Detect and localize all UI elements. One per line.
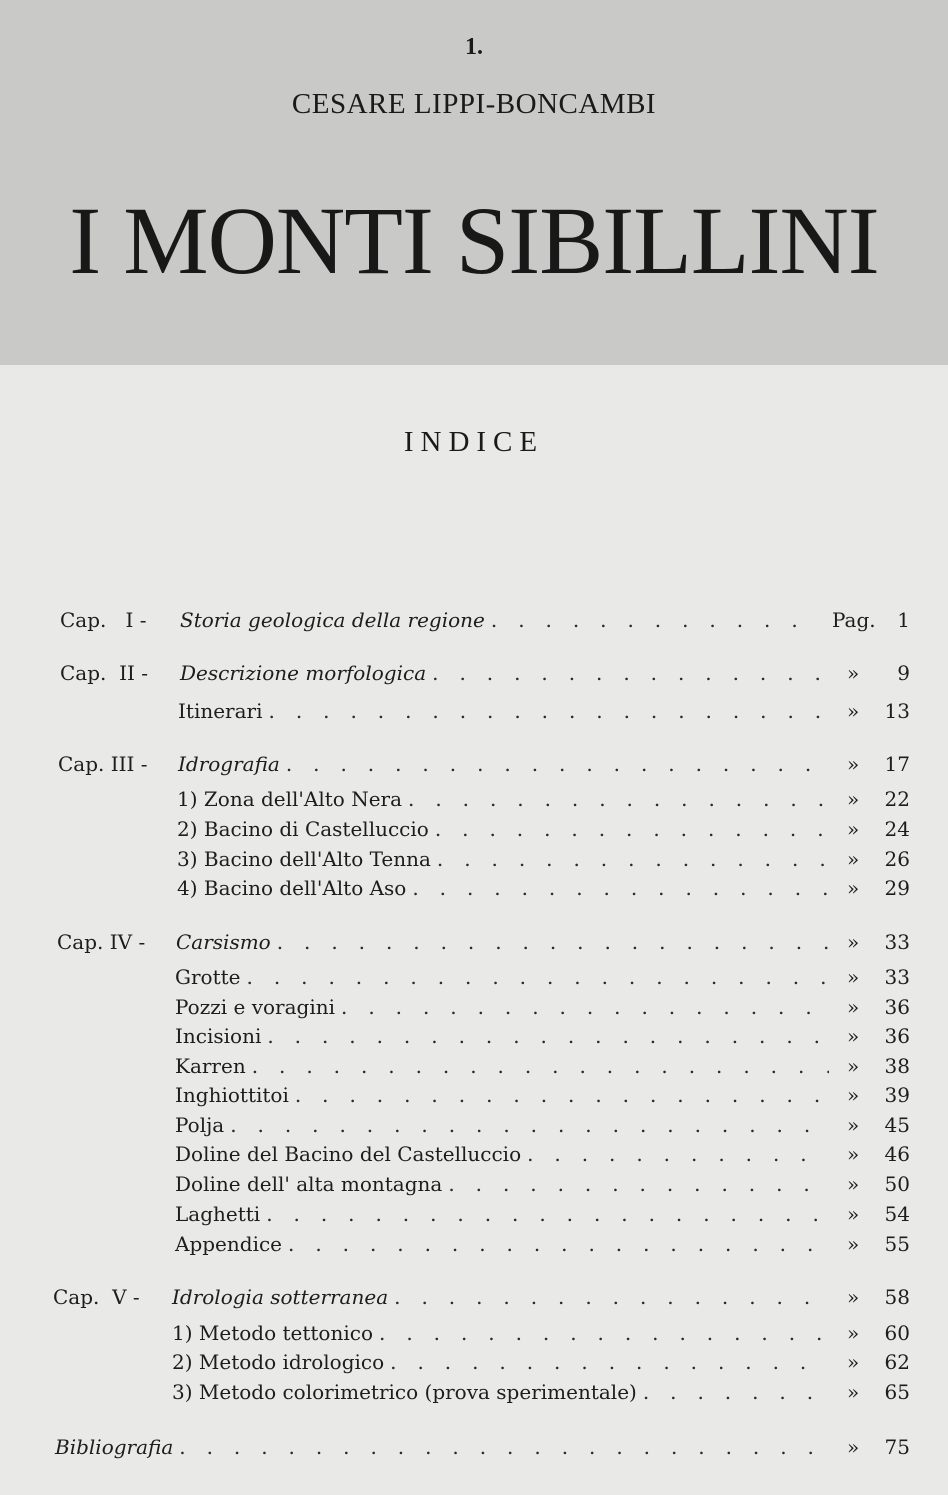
toc-entry <box>0 1230 948 1258</box>
page-number: 13 <box>884 699 910 723</box>
toc-entry <box>0 1200 948 1228</box>
dot-leader <box>277 928 829 956</box>
page-number: 38 <box>884 1054 910 1078</box>
chapter-title: Carsismo <box>176 930 271 954</box>
section-title: Polja <box>175 1113 225 1137</box>
toc-entry <box>0 963 948 991</box>
author-name: CESARE LIPPI-BONCAMBI <box>291 88 657 120</box>
section-title: Pozzi e voragini <box>175 995 336 1019</box>
page-number: 39 <box>884 1083 910 1107</box>
section-title: 3) Metodo colorimetrico (prova sperimentale) <box>172 1380 637 1404</box>
page-number: 55 <box>884 1232 910 1256</box>
dot-leader <box>341 993 829 1021</box>
page-number: 65 <box>884 1380 910 1404</box>
toc-entry <box>0 1348 948 1376</box>
dot-leader <box>247 963 830 991</box>
toc-entry <box>0 993 948 1021</box>
page-number: 45 <box>884 1113 910 1137</box>
toc-entry <box>0 1433 948 1461</box>
dot-leader <box>432 659 829 687</box>
page-label: Pag. <box>832 608 876 632</box>
toc-entry <box>0 1052 948 1080</box>
page-number: 24 <box>884 817 910 841</box>
page-number: 29 <box>884 876 910 900</box>
chapter-number: Cap. V - <box>53 1285 140 1309</box>
ditto-mark: » <box>847 1380 860 1404</box>
dot-leader <box>394 1283 829 1311</box>
dot-leader <box>230 1111 829 1139</box>
dot-leader <box>288 1230 829 1258</box>
ditto-mark: » <box>847 1113 860 1137</box>
toc-entry <box>0 928 948 956</box>
ditto-mark: » <box>847 995 860 1019</box>
section-title: 2) Metodo idrologico <box>172 1350 385 1374</box>
toc-entry <box>0 1022 948 1050</box>
book-title: I MONTI SIBILLINI <box>69 187 879 294</box>
page-number: 54 <box>884 1202 910 1226</box>
dot-leader <box>527 1140 829 1168</box>
toc-entry <box>0 750 948 778</box>
dot-leader <box>643 1378 829 1406</box>
page-number: 9 <box>897 661 910 685</box>
section-title: 1) Zona dell'Alto Nera <box>177 787 403 811</box>
dot-leader <box>408 785 829 813</box>
dot-leader <box>448 1170 829 1198</box>
dot-leader <box>269 697 830 725</box>
section-title: 2) Bacino di Castelluccio <box>177 817 429 841</box>
dot-leader <box>252 1052 829 1080</box>
page-number: 46 <box>884 1142 910 1166</box>
section-title: 3) Bacino dell'Alto Tenna <box>177 847 431 871</box>
ditto-mark: » <box>847 1232 860 1256</box>
toc-entry <box>0 1170 948 1198</box>
chapter-number: Cap. IV - <box>57 930 146 954</box>
dot-leader <box>267 1022 829 1050</box>
dot-leader <box>286 750 829 778</box>
ditto-mark: » <box>847 1083 860 1107</box>
toc-entry <box>0 1081 948 1109</box>
page-number: 33 <box>884 965 910 989</box>
page-number: 36 <box>884 995 910 1019</box>
ditto-mark: » <box>847 1350 860 1374</box>
ditto-mark: » <box>847 1202 860 1226</box>
page-number: 26 <box>884 847 910 871</box>
toc-entry <box>0 1111 948 1139</box>
toc-entry <box>0 1283 948 1311</box>
page-number: 1 <box>897 608 910 632</box>
ditto-mark: » <box>847 817 860 841</box>
ditto-mark: » <box>847 1435 860 1459</box>
page-number: 17 <box>884 752 910 776</box>
section-title: Inghiottitoi <box>175 1083 289 1107</box>
dot-leader <box>437 845 829 873</box>
toc-entry <box>0 874 948 902</box>
page-number: 62 <box>884 1350 910 1374</box>
page-number: 60 <box>884 1321 910 1345</box>
section-title: Appendice <box>175 1232 283 1256</box>
page-number: 1. <box>465 34 483 60</box>
page-number: 36 <box>884 1024 910 1048</box>
toc-entry <box>0 815 948 843</box>
ditto-mark: » <box>847 1172 860 1196</box>
section-title: Grotte <box>175 965 241 989</box>
ditto-mark: » <box>847 1321 860 1345</box>
section-title: Laghetti <box>175 1202 261 1226</box>
chapter-number: Cap. I - <box>60 608 147 632</box>
chapter-number: Cap. III - <box>58 752 148 776</box>
ditto-mark: » <box>847 661 860 685</box>
dot-leader <box>266 1200 829 1228</box>
toc-entry <box>0 659 948 687</box>
chapter-title: Idrografia <box>178 752 280 776</box>
section-title: Karren <box>175 1054 246 1078</box>
toc-entry <box>0 845 948 873</box>
dot-leader <box>379 1319 829 1347</box>
section-title: 1) Metodo tettonico <box>172 1321 373 1345</box>
toc-entry <box>0 606 948 634</box>
chapter-title: Descrizione morfologica <box>180 661 427 685</box>
toc-entry <box>0 1319 948 1347</box>
ditto-mark: » <box>847 930 860 954</box>
section-title: Itinerari <box>178 699 263 723</box>
ditto-mark: » <box>847 1024 860 1048</box>
ditto-mark: » <box>847 847 860 871</box>
section-title: Incisioni <box>175 1024 262 1048</box>
chapter-title: Idrologia sotterranea <box>172 1285 389 1309</box>
ditto-mark: » <box>847 752 860 776</box>
section-title: Bibliografia <box>55 1435 174 1459</box>
toc-entry <box>0 1140 948 1168</box>
ditto-mark: » <box>847 1142 860 1166</box>
section-title: Doline del Bacino del Castelluccio <box>175 1142 522 1166</box>
ditto-mark: » <box>847 787 860 811</box>
dot-leader <box>390 1348 829 1376</box>
dot-leader <box>412 874 829 902</box>
ditto-mark: » <box>847 1054 860 1078</box>
dot-leader <box>491 606 814 634</box>
toc-entry <box>0 785 948 813</box>
toc-entry <box>0 1378 948 1406</box>
dot-leader <box>179 1433 829 1461</box>
index-heading: INDICE <box>403 426 545 458</box>
section-title: Doline dell' alta montagna <box>175 1172 443 1196</box>
dot-leader <box>295 1081 829 1109</box>
dot-leader <box>435 815 829 843</box>
chapter-title: Storia geologica della regione <box>180 608 485 632</box>
page-number: 33 <box>884 930 910 954</box>
chapter-number: Cap. II - <box>60 661 149 685</box>
ditto-mark: » <box>847 965 860 989</box>
page-number: 75 <box>884 1435 910 1459</box>
section-title: 4) Bacino dell'Alto Aso <box>177 876 407 900</box>
page-number: 22 <box>884 787 910 811</box>
page-number: 50 <box>884 1172 910 1196</box>
page-number: 58 <box>884 1285 910 1309</box>
ditto-mark: » <box>847 876 860 900</box>
ditto-mark: » <box>847 1285 860 1309</box>
toc-entry <box>0 697 948 725</box>
ditto-mark: » <box>847 699 860 723</box>
